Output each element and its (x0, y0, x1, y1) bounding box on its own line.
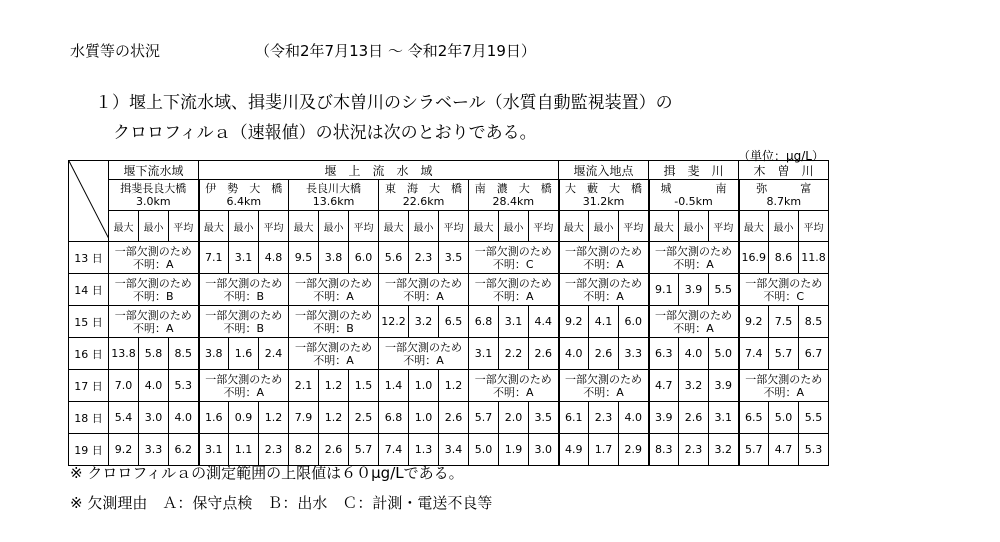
value-cell: 4.0 (679, 338, 709, 370)
value-cell: 2.6 (529, 338, 559, 370)
station-name: 城 南 (660, 182, 727, 195)
missing-data-cell (109, 306, 199, 338)
value-cell: 2.6 (589, 338, 619, 370)
value-cell: 1.2 (319, 370, 349, 402)
missing-reason: 不明：A (132, 321, 174, 335)
day-label: 14 日 (69, 274, 109, 306)
missing-label: 一部欠測のため (565, 276, 642, 290)
missing-label: 一部欠測のため (205, 308, 283, 322)
table-row (69, 434, 829, 466)
stat-column-header: 最大 (379, 211, 409, 242)
value-cell: 6.1 (559, 402, 589, 434)
station-name: 南 濃 大 橋 (474, 182, 552, 195)
missing-label: 一部欠測のため (114, 276, 192, 290)
value-cell: 3.3 (619, 338, 649, 370)
stat-column-header: 平均 (529, 211, 559, 242)
missing-reason: 不明：A (673, 321, 714, 335)
note-measurement-limit: ※ クロロフィルａの測定範囲の上限値は６０μg/Lである。 (70, 464, 464, 482)
value-cell: 4.7 (769, 434, 799, 466)
value-cell: 6.3 (649, 338, 679, 370)
value-cell: 2.5 (349, 402, 379, 434)
value-cell: 2.9 (619, 434, 649, 466)
value-cell: 3.1 (229, 242, 259, 274)
table-row (69, 402, 829, 434)
missing-reason: 不明：A (492, 385, 534, 399)
value-cell: 4.0 (559, 338, 589, 370)
value-cell: 9.2 (109, 434, 139, 466)
missing-reason: 不明：B (223, 289, 265, 303)
value-cell: 5.4 (109, 402, 139, 434)
missing-label: 一部欠測のため (655, 244, 732, 258)
value-cell: 5.0 (709, 338, 739, 370)
table-row (69, 274, 829, 306)
value-cell: 2.6 (319, 434, 349, 466)
value-cell: 6.5 (739, 402, 769, 434)
value-cell: 8.6 (769, 242, 799, 274)
missing-reason: 不明：A (583, 385, 624, 399)
stat-column-header: 最小 (679, 211, 709, 242)
value-cell: 7.9 (289, 402, 319, 434)
value-cell: 3.2 (409, 306, 439, 338)
station-header (109, 180, 199, 211)
value-cell: 3.1 (709, 402, 739, 434)
station-header (379, 180, 469, 211)
table-row (69, 338, 829, 370)
station-header (649, 180, 739, 211)
value-cell: 5.0 (469, 434, 499, 466)
value-cell: 2.0 (499, 402, 529, 434)
value-cell: 6.0 (619, 306, 649, 338)
missing-data-cell (109, 242, 199, 274)
station-distance: 3.0km (135, 195, 171, 208)
value-cell: 1.7 (589, 434, 619, 466)
value-cell: 0.9 (229, 402, 259, 434)
value-cell: 5.3 (169, 370, 199, 402)
stat-column-header: 平均 (619, 211, 649, 242)
value-cell: 8.5 (169, 338, 199, 370)
day-label: 16 日 (69, 338, 109, 370)
missing-data-cell (559, 370, 649, 402)
missing-data-cell (109, 274, 199, 306)
station-distance: -0.5km (674, 195, 713, 208)
stat-column-header: 最小 (229, 211, 259, 242)
missing-reason: 不明：A (403, 353, 444, 367)
value-cell: 5.7 (739, 434, 769, 466)
missing-label: 一部欠測のため (114, 308, 192, 322)
stat-column-header: 最大 (469, 211, 499, 242)
station-name: 弥 富 (756, 182, 812, 195)
value-cell: 5.7 (769, 338, 799, 370)
station-name: 揖斐長良大橋 (120, 182, 187, 195)
missing-label: 一部欠測のため (295, 340, 372, 354)
value-cell: 4.9 (559, 434, 589, 466)
value-cell: 2.3 (679, 434, 709, 466)
value-cell: 6.8 (379, 402, 409, 434)
value-cell: 3.1 (199, 434, 229, 466)
value-cell: 7.4 (379, 434, 409, 466)
missing-data-cell (469, 370, 559, 402)
stat-column-header: 平均 (169, 211, 199, 242)
value-cell: 6.5 (439, 306, 469, 338)
value-cell: 1.6 (199, 402, 229, 434)
value-cell: 8.3 (649, 434, 679, 466)
stat-column-header: 最小 (499, 211, 529, 242)
missing-reason: 不明：A (313, 353, 354, 367)
value-cell: 1.2 (259, 402, 289, 434)
day-label: 19 日 (69, 434, 109, 466)
value-cell: 3.4 (439, 434, 469, 466)
value-cell: 3.1 (469, 338, 499, 370)
stat-column-header: 最小 (589, 211, 619, 242)
value-cell: 5.6 (379, 242, 409, 274)
station-distance: 22.6km (402, 195, 445, 208)
missing-label: 一部欠測のため (474, 372, 552, 386)
value-cell: 5.7 (349, 434, 379, 466)
missing-label: 一部欠測のため (205, 372, 283, 386)
station-header (469, 180, 559, 211)
stat-column-header: 最小 (319, 211, 349, 242)
missing-data-cell (199, 306, 289, 338)
region-header: 堰流入地点 (559, 161, 649, 180)
missing-data-cell (469, 274, 559, 306)
missing-data-cell (199, 274, 289, 306)
missing-data-cell (559, 242, 649, 274)
value-cell: 9.1 (649, 274, 679, 306)
value-cell: 6.8 (469, 306, 499, 338)
day-label: 17 日 (69, 370, 109, 402)
stat-column-header: 最大 (739, 211, 769, 242)
value-cell: 3.0 (139, 402, 169, 434)
note-missing-reasons: ※ 欠測理由 Ａ：保守点検 Ｂ：出水 Ｃ：計測・電送不良等 (70, 494, 493, 512)
station-distance: 28.4km (492, 195, 535, 208)
value-cell: 4.4 (529, 306, 559, 338)
station-distance: 13.6km (312, 195, 355, 208)
missing-label: 一部欠測のため (745, 276, 823, 290)
missing-label: 一部欠測のため (474, 244, 552, 258)
stat-column-header: 最大 (559, 211, 589, 242)
value-cell: 4.8 (259, 242, 289, 274)
value-cell: 6.0 (349, 242, 379, 274)
value-cell: 3.3 (139, 434, 169, 466)
missing-reason: 不明：A (492, 289, 534, 303)
value-cell: 1.1 (229, 434, 259, 466)
value-cell: 4.0 (139, 370, 169, 402)
missing-data-cell (739, 274, 829, 306)
station-name: 伊 勢 大 橋 (205, 182, 283, 195)
region-header: 堰 上 流 水 域 (199, 161, 559, 180)
value-cell: 1.9 (499, 434, 529, 466)
missing-data-cell (739, 370, 829, 402)
missing-data-cell (469, 242, 559, 274)
station-header (739, 180, 829, 211)
value-cell: 11.8 (799, 242, 829, 274)
value-cell: 2.6 (679, 402, 709, 434)
missing-label: 一部欠測のため (565, 244, 642, 258)
missing-reason: 不明：A (403, 289, 444, 303)
value-cell: 4.0 (619, 402, 649, 434)
region-header: 揖 斐 川 (649, 161, 739, 180)
missing-label: 一部欠測のため (295, 276, 372, 290)
missing-reason: 不明：A (313, 289, 354, 303)
value-cell: 7.5 (769, 306, 799, 338)
value-cell: 3.9 (649, 402, 679, 434)
day-label: 18 日 (69, 402, 109, 434)
missing-label: 一部欠測のため (385, 340, 462, 354)
missing-data-cell (289, 338, 379, 370)
value-cell: 3.8 (319, 242, 349, 274)
value-cell: 3.2 (679, 370, 709, 402)
missing-reason: 不明：A (763, 385, 805, 399)
value-cell: 2.6 (439, 402, 469, 434)
value-cell: 12.2 (379, 306, 409, 338)
value-cell: 2.3 (259, 434, 289, 466)
page-title: 水質等の状況 (70, 42, 161, 60)
missing-reason: 不明：A (583, 289, 624, 303)
value-cell: 3.9 (679, 274, 709, 306)
value-cell: 3.5 (439, 242, 469, 274)
missing-label: 一部欠測のため (474, 276, 552, 290)
stat-column-header: 平均 (349, 211, 379, 242)
value-cell: 3.9 (709, 370, 739, 402)
value-cell: 2.3 (409, 242, 439, 274)
value-cell: 3.0 (529, 434, 559, 466)
value-cell: 4.0 (169, 402, 199, 434)
station-header (199, 180, 289, 211)
missing-data-cell (289, 274, 379, 306)
value-cell: 13.8 (109, 338, 139, 370)
value-cell: 8.2 (289, 434, 319, 466)
missing-reason: 不明：A (673, 257, 714, 271)
missing-reason: 不明：B (132, 289, 174, 303)
intro-line-1: １）堰上下流水域、揖斐川及び木曽川のシラベール（水質自動監視装置）の (95, 93, 673, 113)
stat-column-header: 平均 (439, 211, 469, 242)
value-cell: 9.2 (739, 306, 769, 338)
stat-column-header: 平均 (259, 211, 289, 242)
value-cell: 7.0 (109, 370, 139, 402)
missing-reason: 不明：B (223, 321, 265, 335)
stat-column-header: 最小 (139, 211, 169, 242)
missing-data-cell (649, 242, 739, 274)
value-cell: 7.1 (199, 242, 229, 274)
value-cell: 1.2 (319, 402, 349, 434)
station-header (289, 180, 379, 211)
corner-diagonal-cell (69, 161, 109, 242)
value-cell: 5.7 (469, 402, 499, 434)
value-cell: 16.9 (739, 242, 769, 274)
value-cell: 6.7 (799, 338, 829, 370)
value-cell: 5.8 (139, 338, 169, 370)
unit-label: （単位：μg/L） (738, 149, 824, 163)
missing-reason: 不明：B (313, 321, 354, 335)
value-cell: 8.5 (799, 306, 829, 338)
missing-reason: 不明：A (583, 257, 624, 271)
value-cell: 1.6 (229, 338, 259, 370)
stat-column-header: 最大 (649, 211, 679, 242)
stat-column-header: 平均 (709, 211, 739, 242)
day-label: 13 日 (69, 242, 109, 274)
value-cell: 1.0 (409, 370, 439, 402)
value-cell: 7.4 (739, 338, 769, 370)
value-cell: 1.3 (409, 434, 439, 466)
stat-column-header: 平均 (799, 211, 829, 242)
missing-data-cell (649, 306, 739, 338)
value-cell: 1.5 (349, 370, 379, 402)
intro-line-2: クロロフィルａ（速報値）の状況は次のとおりである。 (113, 123, 537, 143)
missing-reason: 不明：C (492, 257, 534, 271)
station-distance: 6.4km (226, 195, 262, 208)
value-cell: 1.0 (409, 402, 439, 434)
table-row (69, 242, 829, 274)
value-cell: 2.3 (589, 402, 619, 434)
value-cell: 3.5 (529, 402, 559, 434)
missing-label: 一部欠測のため (385, 276, 462, 290)
station-distance: 31.2km (582, 195, 625, 208)
value-cell: 5.0 (769, 402, 799, 434)
value-cell: 2.2 (499, 338, 529, 370)
value-cell: 5.3 (799, 434, 829, 466)
missing-label: 一部欠測のため (745, 372, 823, 386)
station-name: 東 海 大 橋 (385, 182, 462, 195)
missing-reason: 不明：A (223, 385, 265, 399)
value-cell: 1.2 (439, 370, 469, 402)
region-header: 堰下流水域 (109, 161, 199, 180)
missing-data-cell (289, 306, 379, 338)
missing-label: 一部欠測のため (114, 244, 192, 258)
table-row (69, 306, 829, 338)
chlorophyll-table (68, 160, 829, 466)
missing-reason: 不明：A (132, 257, 174, 271)
value-cell: 9.2 (559, 306, 589, 338)
value-cell: 2.1 (289, 370, 319, 402)
station-name: 長良川大橋 (306, 182, 361, 195)
value-cell: 5.5 (799, 402, 829, 434)
diagonal-line (69, 161, 109, 239)
stat-column-header: 最大 (109, 211, 139, 242)
missing-label: 一部欠測のため (295, 308, 372, 322)
missing-data-cell (559, 274, 649, 306)
stat-column-header: 最小 (409, 211, 439, 242)
value-cell: 9.5 (289, 242, 319, 274)
missing-label: 一部欠測のため (565, 372, 642, 386)
stat-column-header: 最大 (199, 211, 229, 242)
station-name: 大 藪 大 橋 (565, 182, 642, 195)
station-distance: 8.7km (766, 195, 802, 208)
day-label: 15 日 (69, 306, 109, 338)
table-row (69, 370, 829, 402)
value-cell: 1.4 (379, 370, 409, 402)
stat-column-header: 最大 (289, 211, 319, 242)
value-cell: 4.7 (649, 370, 679, 402)
value-cell: 6.2 (169, 434, 199, 466)
value-cell: 3.1 (499, 306, 529, 338)
missing-label: 一部欠測のため (205, 276, 283, 290)
station-header (559, 180, 649, 211)
value-cell: 5.5 (709, 274, 739, 306)
missing-data-cell (379, 338, 469, 370)
date-period: （令和2年7月13日 ～ 令和2年7月19日） (255, 42, 536, 60)
missing-label: 一部欠測のため (655, 308, 732, 322)
value-cell: 3.8 (199, 338, 229, 370)
value-cell: 2.4 (259, 338, 289, 370)
missing-data-cell (199, 370, 289, 402)
region-header: 木 曽 川 (739, 161, 829, 180)
value-cell: 3.2 (709, 434, 739, 466)
value-cell: 4.1 (589, 306, 619, 338)
missing-reason: 不明：C (763, 289, 805, 303)
stat-column-header: 最小 (769, 211, 799, 242)
missing-data-cell (379, 274, 469, 306)
